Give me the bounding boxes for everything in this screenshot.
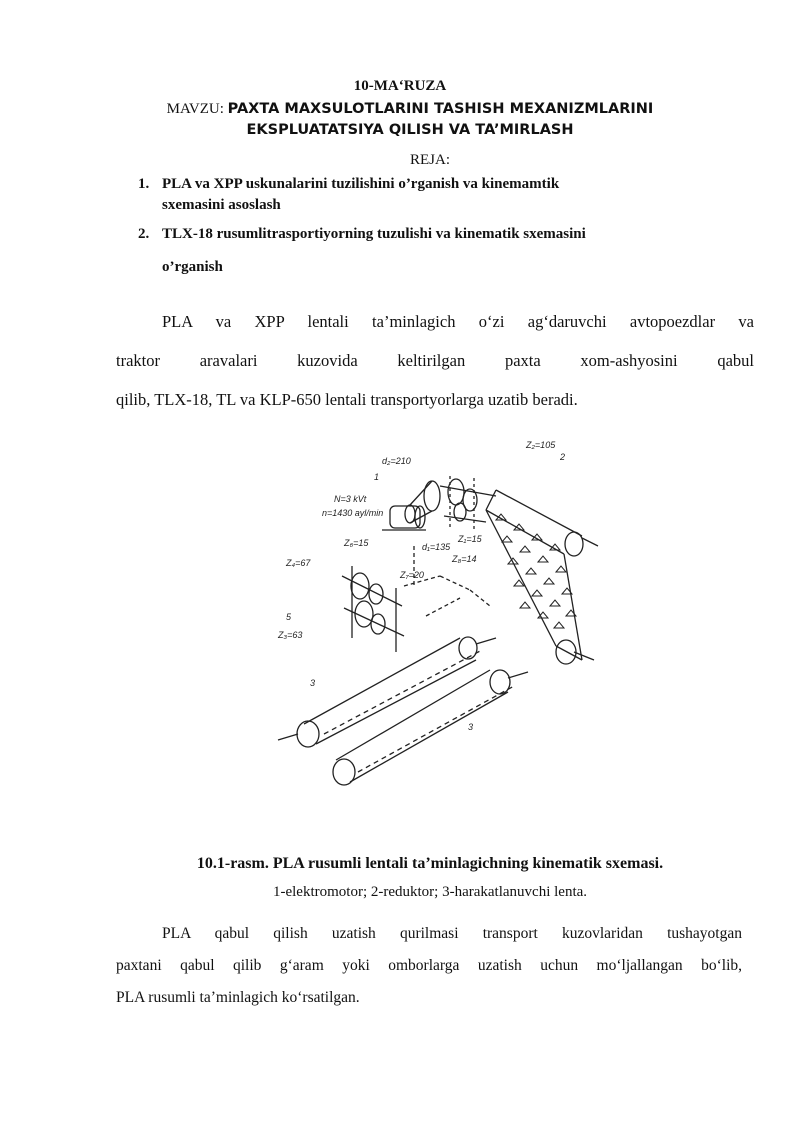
plan-list xyxy=(138,172,741,284)
plan-item xyxy=(138,172,741,214)
label-3-left: 3 xyxy=(310,678,316,688)
label-motor-speed: n=1430 ayl/min xyxy=(322,508,384,518)
lecture-number: 10-MA‘RUZA xyxy=(353,78,447,94)
plan-item-text: TLX-18 rusumlitrasportiyorning tuzulishi va kinematik sxemasini xyxy=(162,226,586,242)
label-z4: Z₄=67 xyxy=(286,558,311,568)
topic-title: PAXTA MAXSULOTLARINI TASHISH MEXANIZMLARINI EKSPLUATATSIYA QILISH VA TA’MIRLASH xyxy=(227,101,654,138)
label-3-right: 3 xyxy=(468,722,474,732)
paragraph-line: PLA qabul qilish uzatish qurilmasi transport kuzovlaridan tushayotgan xyxy=(162,925,742,942)
plan-label: REJA: xyxy=(409,152,450,168)
paragraph-line: PLA rusumli ta’minlagich ko‘rsatilgan. xyxy=(116,989,360,1006)
paragraph-line: paxtani qabul qilib g‘aram yoki omborlarga uzatish uchun mo‘ljallangan bo‘lib, xyxy=(116,957,742,974)
conveyor-cleats xyxy=(496,514,576,628)
figure-caption: 10.1-rasm. PLA rusumli lentali ta’minlagichning kinematik sxemasi. xyxy=(196,855,664,872)
belt-drive xyxy=(405,481,440,523)
reducer-gears xyxy=(440,476,496,532)
plan-item-text-continued: o’rganish xyxy=(162,259,223,275)
kinematic-scheme-figure xyxy=(264,438,604,804)
topic-label: MAVZU: xyxy=(166,101,228,117)
label-z8: Z₈=14 xyxy=(452,554,477,564)
paragraph-line: PLA va XPP lentali ta’minlagich o‘zi ag‘daruvchi avtopoezdlar va xyxy=(162,312,754,331)
moving-belt xyxy=(278,637,528,785)
label-z1: Z₁=15 xyxy=(458,534,482,544)
label-z6: Z₆=15 xyxy=(344,538,369,548)
label-z7: Z₇=20 xyxy=(400,570,424,580)
label-d2: d₂=210 xyxy=(382,456,411,466)
label-motor-power: N=3 kVt xyxy=(334,494,367,504)
label-5: 5 xyxy=(286,612,292,622)
paragraph-line: traktor aravalari kuzovida keltirilgan paxta xom-ashyosini qabul xyxy=(116,351,754,370)
label-1: 1 xyxy=(374,472,380,482)
label-d1: d₁=135 xyxy=(422,542,451,552)
plan-item-number: 2. xyxy=(138,226,150,242)
intro-paragraph xyxy=(116,302,754,419)
plan-item-text: PLA va XPP uskunalarini tuzilishini o’rganish va kinemamtik xyxy=(162,176,560,192)
lecture-topic xyxy=(130,99,690,141)
plan-item-number: 1. xyxy=(138,176,150,192)
description-paragraph xyxy=(116,918,742,1014)
label-2: 2 xyxy=(560,452,566,462)
figure-legend: 1-elektromotor; 2-reduktor; 3-harakatlanuvchi lenta. xyxy=(272,884,588,900)
plan-item xyxy=(138,218,741,284)
label-z3: Z₃=63 xyxy=(278,630,303,640)
plan-item-text-continued: sxemasini asoslash xyxy=(162,197,281,213)
label-z2: Z₂=105 xyxy=(526,440,556,450)
paragraph-line: qilib, TLX-18, TL va KLP-650 lentali transportyorlarga uzatib beradi. xyxy=(116,390,578,409)
